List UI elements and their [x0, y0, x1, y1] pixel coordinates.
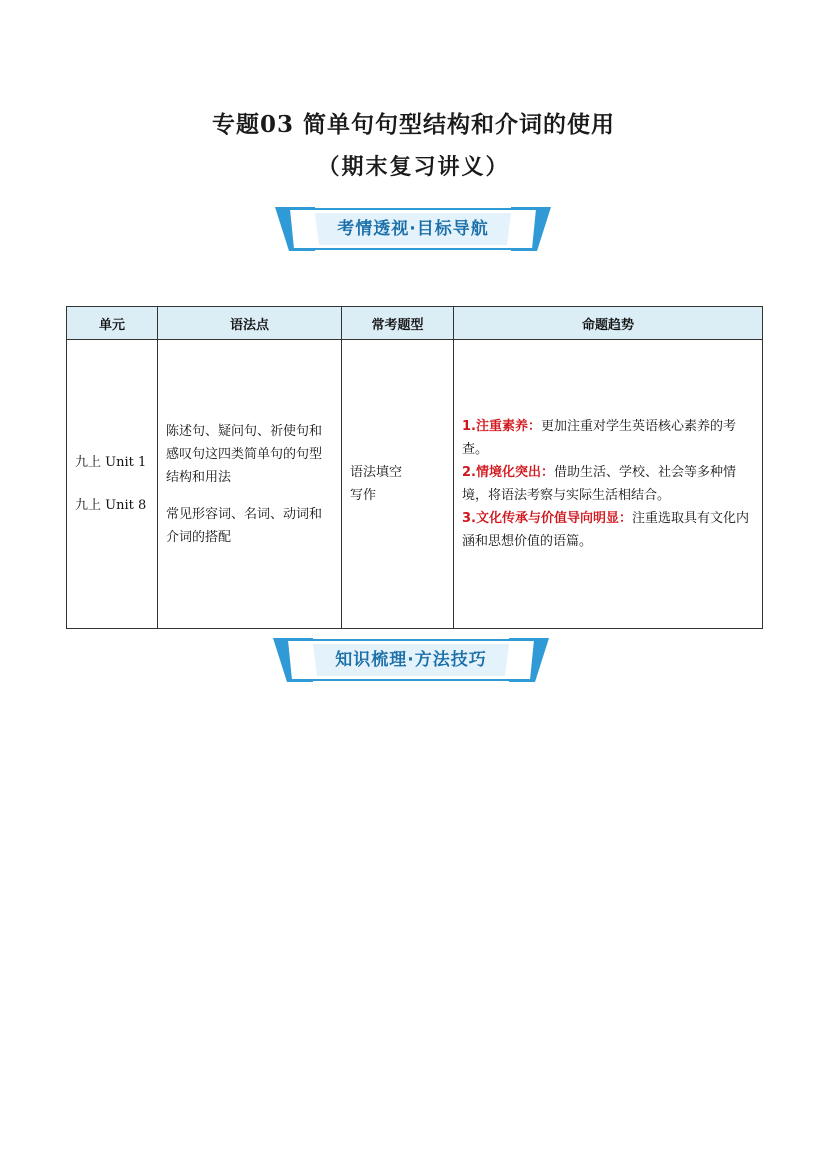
table-header-row: [67, 307, 763, 340]
document-subtitle: （期末复习讲义）: [317, 154, 510, 180]
trend-heading: 2.情境化突出：: [462, 465, 554, 480]
trend-text: 更加注重对学生英语核心素养的考查。: [462, 419, 736, 457]
banner-label: 考情透视·目标导航: [337, 219, 489, 239]
cell-trends: [454, 340, 763, 629]
trend-text: 注重选取具有文化内涵和思想价值的语篇。: [462, 511, 749, 549]
cell-question-types: [342, 340, 454, 629]
section-banner-knowledge: [273, 636, 549, 684]
cell-units: [67, 340, 158, 629]
question-type-item: 写作: [350, 488, 377, 503]
question-type-item: 语法填空: [350, 465, 403, 480]
header-trend: 命题趋势: [454, 307, 763, 340]
header-grammar-point: 语法点: [158, 307, 342, 340]
table-row: [67, 340, 763, 629]
section-banner-exam-overview: [275, 205, 551, 253]
unit-item: 九上 Unit 8: [75, 498, 147, 513]
document-title: 专题03 简单句句型结构和介词的使用: [211, 111, 615, 138]
unit-item: 九上 Unit 1: [75, 455, 147, 470]
trend-heading: 3.文化传承与价值导向明显：: [462, 511, 632, 526]
exam-overview-table: [66, 306, 763, 629]
banner-label: 知识梳理·方法技巧: [335, 650, 487, 670]
trend-item: [462, 415, 754, 461]
trend-item: [462, 461, 754, 507]
header-unit: 单元: [67, 307, 158, 340]
grammar-point-item: 陈述句、疑问句、祈使句和感叹句这四类简单句的句型结构和用法: [166, 423, 323, 485]
trend-text: 借助生活、学校、社会等多种情境，将语法考察与实际生活相结合。: [462, 465, 736, 503]
grammar-point-item: 常见形容词、名词、动词和介词的搭配: [166, 506, 323, 545]
trend-heading: 1.注重素养：: [462, 419, 541, 434]
header-question-type: 常考题型: [342, 307, 454, 340]
trend-item: [462, 507, 754, 553]
cell-grammar-points: [158, 340, 342, 629]
